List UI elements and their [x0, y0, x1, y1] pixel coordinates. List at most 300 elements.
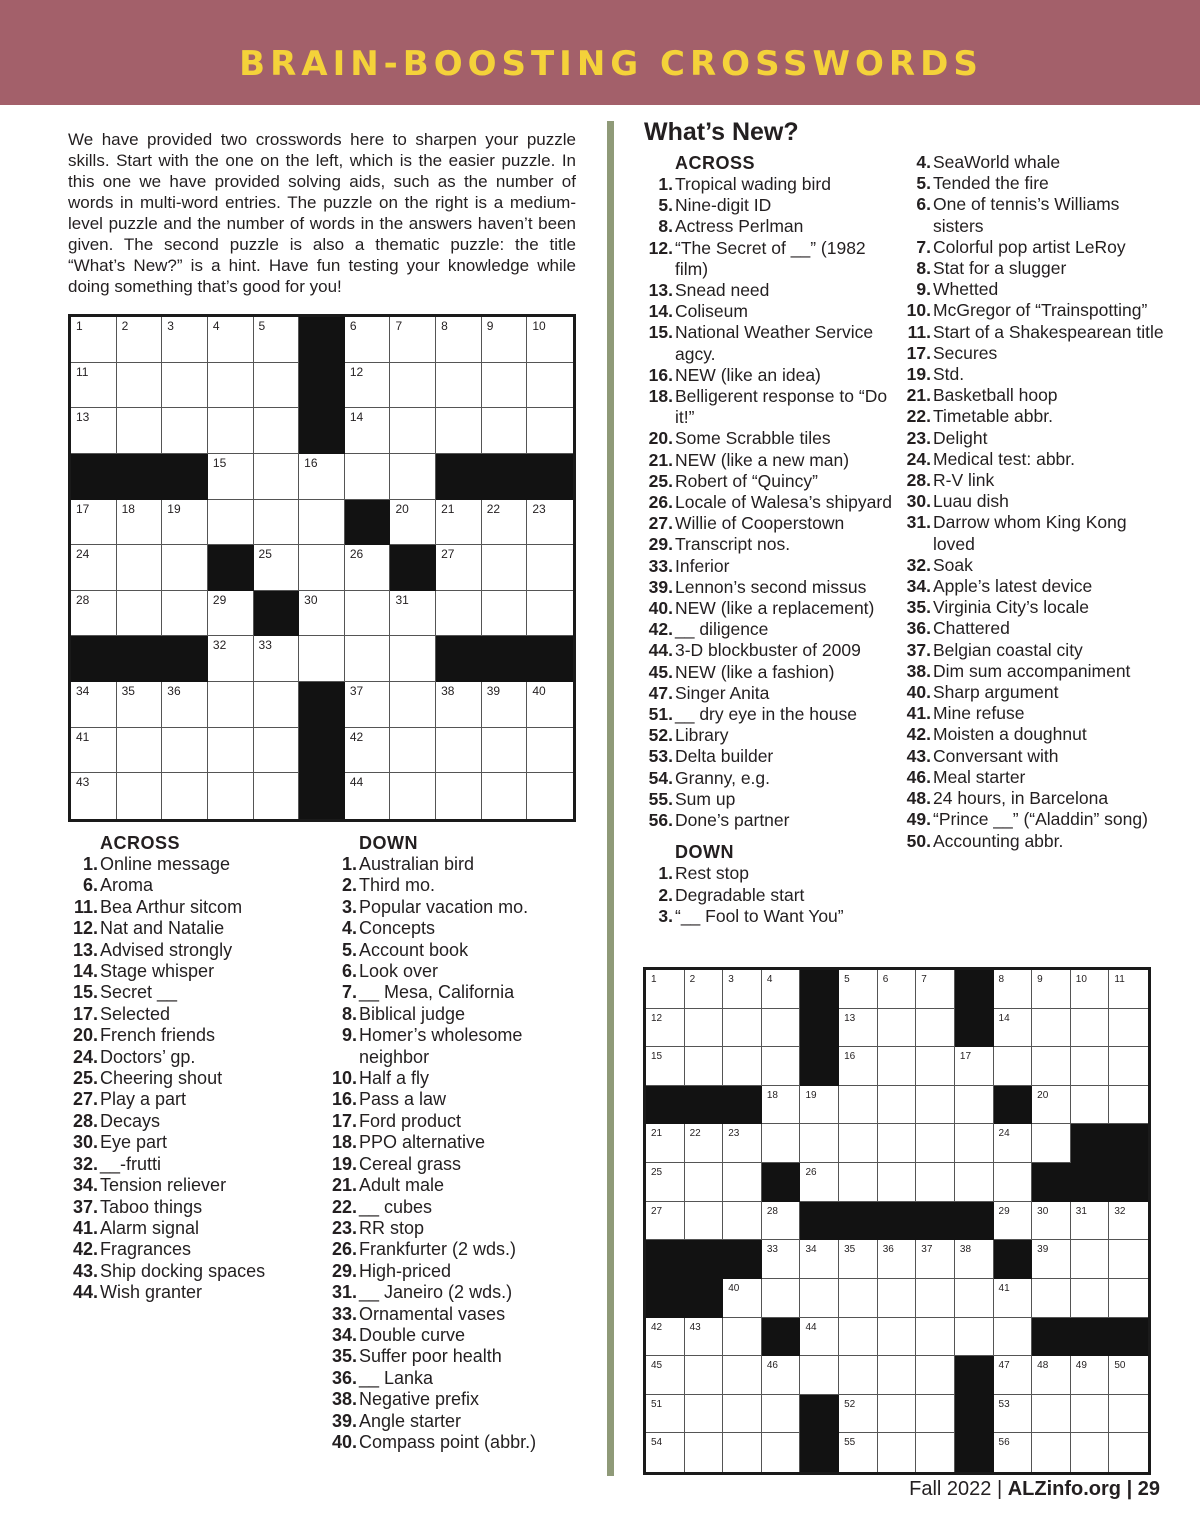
grid-cell[interactable]	[839, 1086, 878, 1125]
clue-number: 25	[651, 1167, 663, 1179]
grid-cell[interactable]	[839, 1163, 878, 1202]
grid-cell[interactable]	[955, 1047, 994, 1086]
clue-number: 42.	[648, 619, 673, 640]
clue-text: Colorful pop artist LeRoy	[933, 236, 1126, 257]
grid-cell[interactable]	[527, 773, 573, 819]
grid-cell[interactable]	[436, 773, 482, 819]
grid-cell[interactable]	[482, 591, 528, 637]
grid-cell[interactable]	[482, 773, 528, 819]
clue-text: __ Janeiro (2 wds.)	[359, 1282, 513, 1303]
grid-cell[interactable]	[117, 500, 163, 546]
grid-cell[interactable]	[1032, 1202, 1071, 1241]
grid-cell[interactable]	[254, 636, 300, 682]
grid-cell[interactable]	[162, 773, 208, 819]
clue-text: “__ Fool to Want You”	[675, 905, 844, 926]
grid-cell[interactable]	[71, 500, 117, 546]
grid-cell[interactable]	[1032, 1009, 1071, 1048]
grid-cell[interactable]	[208, 454, 254, 500]
grid-cell[interactable]	[646, 1356, 685, 1395]
grid-cell[interactable]	[878, 1009, 917, 1048]
grid-cell[interactable]	[1109, 1202, 1148, 1241]
grid-cell[interactable]	[646, 1163, 685, 1202]
grid-cell[interactable]	[390, 454, 436, 500]
grid-cell[interactable]	[1032, 1356, 1071, 1395]
grid-cell[interactable]	[646, 1318, 685, 1357]
grid-cell[interactable]	[345, 728, 391, 774]
black-square	[994, 1086, 1033, 1125]
grid-cell[interactable]	[1109, 1279, 1148, 1318]
grid-cell[interactable]	[254, 454, 300, 500]
clue-text: Library	[675, 725, 729, 746]
clue-text: __ Mesa, California	[359, 982, 515, 1003]
grid-cell[interactable]	[1032, 1086, 1071, 1125]
grid-cell[interactable]	[994, 1395, 1033, 1434]
grid-cell[interactable]	[390, 773, 436, 819]
grid-cell[interactable]	[1071, 1009, 1110, 1048]
grid-cell[interactable]	[345, 363, 391, 409]
grid-cell[interactable]	[762, 1202, 801, 1241]
black-square	[800, 1047, 839, 1086]
grid-cell[interactable]	[723, 1047, 762, 1086]
grid-cell[interactable]	[117, 545, 163, 591]
clue-text: Advised strongly	[100, 939, 233, 960]
grid-cell[interactable]	[436, 408, 482, 454]
grid-cell[interactable]	[208, 728, 254, 774]
grid-cell[interactable]	[646, 970, 685, 1009]
grid-cell[interactable]	[723, 1318, 762, 1357]
grid-cell[interactable]	[345, 636, 391, 682]
clue-text: Coliseum	[675, 301, 748, 322]
grid-cell[interactable]	[162, 317, 208, 363]
grid-cell[interactable]	[685, 1433, 724, 1472]
clue-number: 7.	[341, 982, 357, 1003]
grid-cell[interactable]	[436, 363, 482, 409]
clue-item	[901, 767, 1171, 788]
clue-item	[643, 280, 898, 301]
grid-cell[interactable]	[916, 1279, 955, 1318]
grid-cell[interactable]	[1071, 1395, 1110, 1434]
grid-cell[interactable]	[762, 1086, 801, 1125]
grid-cell[interactable]	[390, 408, 436, 454]
grid-cell[interactable]	[482, 363, 528, 409]
grid-cell[interactable]	[685, 1009, 724, 1048]
grid-cell[interactable]	[839, 1009, 878, 1048]
grid-cell[interactable]	[994, 1124, 1033, 1163]
grid-cell[interactable]	[646, 1433, 685, 1472]
grid-cell[interactable]	[955, 1163, 994, 1202]
clue-item	[327, 1089, 597, 1110]
grid-cell[interactable]	[994, 1318, 1033, 1357]
grid-cell[interactable]	[762, 1395, 801, 1434]
grid-cell[interactable]	[723, 1279, 762, 1318]
grid-cell[interactable]	[800, 1086, 839, 1125]
grid-cell[interactable]	[762, 1433, 801, 1472]
clue-number: 34.	[906, 576, 931, 597]
grid-cell[interactable]	[685, 1047, 724, 1086]
grid-cell[interactable]	[162, 728, 208, 774]
grid-cell[interactable]	[955, 1124, 994, 1163]
grid-cell[interactable]	[1071, 1202, 1110, 1241]
clue-number: 43	[76, 775, 90, 790]
grid-cell[interactable]	[916, 1395, 955, 1434]
grid-cell[interactable]	[436, 591, 482, 637]
grid-cell[interactable]	[71, 773, 117, 819]
grid-cell[interactable]	[208, 636, 254, 682]
grid-cell[interactable]	[955, 1240, 994, 1279]
grid-cell[interactable]	[646, 1124, 685, 1163]
grid-cell[interactable]	[527, 545, 573, 591]
grid-cell[interactable]	[482, 545, 528, 591]
clue-number: 41.	[72, 1217, 98, 1238]
grid-cell[interactable]	[482, 408, 528, 454]
crossword-grid-2[interactable]	[643, 967, 1151, 1475]
grid-cell[interactable]	[208, 773, 254, 819]
grid-cell[interactable]	[994, 1433, 1033, 1472]
clue-number: 13	[76, 410, 90, 425]
grid-cell[interactable]	[1071, 970, 1110, 1009]
grid-cell[interactable]	[208, 682, 254, 728]
grid-cell[interactable]	[482, 682, 528, 728]
clue-text: Degradable start	[675, 884, 805, 905]
grid-cell[interactable]	[345, 545, 391, 591]
grid-cell[interactable]	[916, 1356, 955, 1395]
grid-cell[interactable]	[723, 1356, 762, 1395]
grid-cell[interactable]	[299, 591, 345, 637]
grid-cell[interactable]	[208, 500, 254, 546]
grid-cell[interactable]	[878, 1318, 917, 1357]
clue-text: Mine refuse	[933, 703, 1025, 724]
clue-item	[327, 1132, 597, 1153]
grid-cell[interactable]	[390, 317, 436, 363]
grid-cell[interactable]	[1109, 1047, 1148, 1086]
grid-cell[interactable]	[208, 317, 254, 363]
grid-cell[interactable]	[878, 1124, 917, 1163]
grid-cell[interactable]	[878, 970, 917, 1009]
crossword-grid-1[interactable]	[68, 314, 576, 822]
clue-item	[327, 1111, 597, 1132]
grid-cell[interactable]	[1032, 1240, 1071, 1279]
site-link[interactable]: ALZinfo.org	[1007, 1478, 1122, 1500]
grid-cell[interactable]	[1109, 1086, 1148, 1125]
grid-cell[interactable]	[162, 591, 208, 637]
grid-cell[interactable]	[162, 500, 208, 546]
grid-cell[interactable]	[390, 636, 436, 682]
grid-cell[interactable]	[916, 1124, 955, 1163]
grid-cell[interactable]	[685, 1202, 724, 1241]
grid-cell[interactable]	[117, 773, 163, 819]
grid-cell[interactable]	[994, 1356, 1033, 1395]
grid-cell[interactable]	[994, 1047, 1033, 1086]
grid-cell[interactable]	[916, 1086, 955, 1125]
grid-cell[interactable]	[723, 1124, 762, 1163]
grid-cell[interactable]	[916, 1163, 955, 1202]
grid-cell[interactable]	[955, 1318, 994, 1357]
grid-cell[interactable]	[1071, 1086, 1110, 1125]
grid-cell[interactable]	[1109, 970, 1148, 1009]
clue-item	[68, 1218, 308, 1239]
grid-cell[interactable]	[800, 1318, 839, 1357]
grid-cell[interactable]	[916, 1047, 955, 1086]
grid-cell[interactable]	[916, 1240, 955, 1279]
grid-cell[interactable]	[482, 728, 528, 774]
puzzle2-down-heading: DOWN	[675, 842, 734, 863]
grid-cell[interactable]	[878, 1086, 917, 1125]
grid-cell[interactable]	[1071, 1240, 1110, 1279]
grid-cell[interactable]	[1109, 1395, 1148, 1434]
grid-cell[interactable]	[390, 363, 436, 409]
grid-cell[interactable]	[839, 1433, 878, 1472]
grid-cell[interactable]	[723, 970, 762, 1009]
grid-cell[interactable]	[1032, 970, 1071, 1009]
grid-cell[interactable]	[1071, 1047, 1110, 1086]
grid-cell[interactable]	[299, 454, 345, 500]
clue-number: 22.	[331, 1196, 357, 1217]
grid-cell[interactable]	[527, 363, 573, 409]
clue-text: Luau dish	[933, 491, 1009, 512]
grid-cell[interactable]	[162, 682, 208, 728]
grid-cell[interactable]	[254, 363, 300, 409]
grid-cell[interactable]	[723, 1433, 762, 1472]
grid-cell[interactable]	[994, 1202, 1033, 1241]
black-square	[208, 545, 254, 591]
grid-cell[interactable]	[916, 1433, 955, 1472]
clue-text: RR stop	[359, 1217, 425, 1238]
grid-cell[interactable]	[71, 363, 117, 409]
grid-cell[interactable]	[878, 1163, 917, 1202]
grid-cell[interactable]	[345, 408, 391, 454]
clue-number: 43	[689, 1321, 701, 1333]
grid-cell[interactable]	[762, 1047, 801, 1086]
grid-cell[interactable]	[762, 970, 801, 1009]
clue-number: 44	[805, 1321, 817, 1333]
grid-cell[interactable]	[71, 545, 117, 591]
grid-cell[interactable]	[117, 408, 163, 454]
clue-number: 42	[349, 729, 364, 744]
grid-cell[interactable]	[390, 682, 436, 728]
grid-cell[interactable]	[527, 500, 573, 546]
grid-cell[interactable]	[162, 363, 208, 409]
grid-cell[interactable]	[436, 545, 482, 591]
grid-cell[interactable]	[162, 408, 208, 454]
clue-text: Accounting abbr.	[933, 830, 1064, 851]
grid-cell[interactable]	[1071, 1433, 1110, 1472]
grid-cell[interactable]	[685, 1395, 724, 1434]
grid-cell[interactable]	[345, 773, 391, 819]
black-square	[800, 1395, 839, 1434]
grid-cell[interactable]	[482, 317, 528, 363]
grid-cell[interactable]	[299, 545, 345, 591]
grid-cell[interactable]	[955, 1086, 994, 1125]
clue-item	[901, 682, 1171, 703]
grid-cell[interactable]	[723, 1202, 762, 1241]
grid-cell[interactable]	[762, 1009, 801, 1048]
grid-cell[interactable]	[878, 1433, 917, 1472]
black-square	[162, 636, 208, 682]
grid-cell[interactable]	[685, 970, 724, 1009]
clue-text: Cereal grass	[359, 1153, 462, 1174]
grid-cell[interactable]	[916, 1318, 955, 1357]
grid-cell[interactable]	[117, 682, 163, 728]
clue-number: 37.	[72, 1196, 98, 1217]
grid-cell[interactable]	[1032, 1395, 1071, 1434]
grid-cell[interactable]	[1032, 1279, 1071, 1318]
grid-cell[interactable]	[390, 728, 436, 774]
grid-cell[interactable]	[994, 970, 1033, 1009]
grid-cell[interactable]	[162, 545, 208, 591]
clue-number: 18.	[648, 386, 673, 407]
grid-cell[interactable]	[723, 1009, 762, 1048]
grid-cell[interactable]	[685, 1356, 724, 1395]
grid-cell[interactable]	[254, 728, 300, 774]
grid-cell[interactable]	[800, 1124, 839, 1163]
grid-cell[interactable]	[800, 1356, 839, 1395]
grid-cell[interactable]	[527, 317, 573, 363]
clue-number: 45.	[648, 661, 673, 682]
clue-text: Pass a law	[359, 1089, 447, 1110]
grid-cell[interactable]	[800, 1240, 839, 1279]
clue-item	[68, 982, 308, 1003]
clue-item	[643, 386, 898, 428]
grid-cell[interactable]	[762, 1279, 801, 1318]
grid-cell[interactable]	[527, 728, 573, 774]
grid-cell[interactable]	[390, 500, 436, 546]
grid-cell[interactable]	[436, 317, 482, 363]
clue-text: “Prince __” (“Aladdin” song)	[933, 809, 1148, 830]
grid-cell[interactable]	[390, 591, 436, 637]
grid-cell[interactable]	[345, 454, 391, 500]
clue-number: 21	[441, 501, 455, 516]
grid-cell[interactable]	[1032, 1124, 1071, 1163]
clue-item	[327, 1389, 597, 1410]
grid-cell[interactable]	[994, 1009, 1033, 1048]
black-square	[762, 1318, 801, 1357]
grid-cell[interactable]	[254, 317, 300, 363]
grid-cell[interactable]	[208, 363, 254, 409]
grid-cell[interactable]	[916, 1009, 955, 1048]
grid-cell[interactable]	[994, 1279, 1033, 1318]
grid-cell[interactable]	[299, 500, 345, 546]
grid-cell[interactable]	[916, 970, 955, 1009]
grid-cell[interactable]	[646, 1009, 685, 1048]
grid-cell[interactable]	[436, 682, 482, 728]
clue-text: Half a fly	[359, 1068, 430, 1089]
grid-cell[interactable]	[800, 1163, 839, 1202]
grid-cell[interactable]	[254, 773, 300, 819]
grid-cell[interactable]	[839, 1240, 878, 1279]
puzzle1-down-heading: DOWN	[359, 833, 418, 853]
grid-cell[interactable]	[878, 1047, 917, 1086]
grid-cell[interactable]	[762, 1356, 801, 1395]
grid-cell[interactable]	[646, 1047, 685, 1086]
black-square	[955, 970, 994, 1009]
grid-cell[interactable]	[254, 500, 300, 546]
grid-cell[interactable]	[527, 591, 573, 637]
grid-cell[interactable]	[71, 591, 117, 637]
grid-cell[interactable]	[762, 1124, 801, 1163]
clue-number: 36	[167, 684, 181, 699]
grid-cell[interactable]	[71, 317, 117, 363]
grid-cell[interactable]	[254, 545, 300, 591]
grid-cell[interactable]	[878, 1279, 917, 1318]
grid-cell[interactable]	[800, 1279, 839, 1318]
grid-cell[interactable]	[1109, 1433, 1148, 1472]
grid-cell[interactable]	[1071, 1279, 1110, 1318]
clue-text: Transcript nos.	[675, 534, 791, 555]
grid-cell[interactable]	[685, 1124, 724, 1163]
grid-cell[interactable]	[839, 1279, 878, 1318]
grid-cell[interactable]	[208, 591, 254, 637]
grid-cell[interactable]	[646, 1202, 685, 1241]
grid-cell[interactable]	[299, 636, 345, 682]
grid-cell[interactable]	[1109, 1009, 1148, 1048]
grid-cell[interactable]	[1109, 1240, 1148, 1279]
clue-list	[68, 854, 308, 1304]
grid-cell[interactable]	[762, 1240, 801, 1279]
grid-cell[interactable]	[71, 408, 117, 454]
grid-cell[interactable]	[254, 682, 300, 728]
grid-cell[interactable]	[839, 970, 878, 1009]
grid-cell[interactable]	[878, 1356, 917, 1395]
grid-cell[interactable]	[955, 1279, 994, 1318]
grid-cell[interactable]	[117, 728, 163, 774]
clue-number: 11	[76, 364, 89, 379]
grid-cell[interactable]	[254, 408, 300, 454]
grid-cell[interactable]	[527, 682, 573, 728]
grid-cell[interactable]	[345, 682, 391, 728]
grid-cell[interactable]	[117, 317, 163, 363]
grid-cell[interactable]	[685, 1163, 724, 1202]
grid-cell[interactable]	[345, 591, 391, 637]
clue-number: 17.	[906, 342, 931, 363]
grid-cell[interactable]	[646, 1395, 685, 1434]
grid-cell[interactable]	[117, 591, 163, 637]
grid-cell[interactable]	[1071, 1356, 1110, 1395]
grid-cell[interactable]	[1109, 1356, 1148, 1395]
grid-cell[interactable]	[436, 728, 482, 774]
grid-cell[interactable]	[839, 1124, 878, 1163]
grid-cell[interactable]	[878, 1395, 917, 1434]
clue-number: 29	[212, 592, 227, 607]
clue-number: 18	[766, 1089, 778, 1101]
grid-cell[interactable]	[839, 1047, 878, 1086]
grid-cell[interactable]	[878, 1240, 917, 1279]
grid-cell[interactable]	[723, 1163, 762, 1202]
clue-number: 6.	[82, 875, 98, 896]
grid-cell[interactable]	[117, 363, 163, 409]
grid-cell[interactable]	[482, 500, 528, 546]
grid-cell[interactable]	[71, 682, 117, 728]
grid-cell[interactable]	[1032, 1433, 1071, 1472]
grid-cell[interactable]	[839, 1356, 878, 1395]
grid-cell[interactable]	[1032, 1047, 1071, 1086]
clue-number: 40.	[331, 1431, 357, 1452]
grid-cell[interactable]	[208, 408, 254, 454]
grid-cell[interactable]	[71, 728, 117, 774]
grid-cell[interactable]	[345, 317, 391, 363]
black-square	[800, 1202, 839, 1241]
grid-cell[interactable]	[685, 1318, 724, 1357]
grid-cell[interactable]	[436, 500, 482, 546]
clue-number: 19.	[906, 364, 931, 385]
black-square	[527, 636, 573, 682]
grid-cell[interactable]	[994, 1163, 1033, 1202]
grid-cell[interactable]	[723, 1395, 762, 1434]
grid-cell[interactable]	[527, 408, 573, 454]
clue-number: 8	[998, 974, 1005, 985]
grid-cell[interactable]	[839, 1318, 878, 1357]
grid-cell[interactable]	[839, 1395, 878, 1434]
black-square	[1071, 1163, 1110, 1202]
